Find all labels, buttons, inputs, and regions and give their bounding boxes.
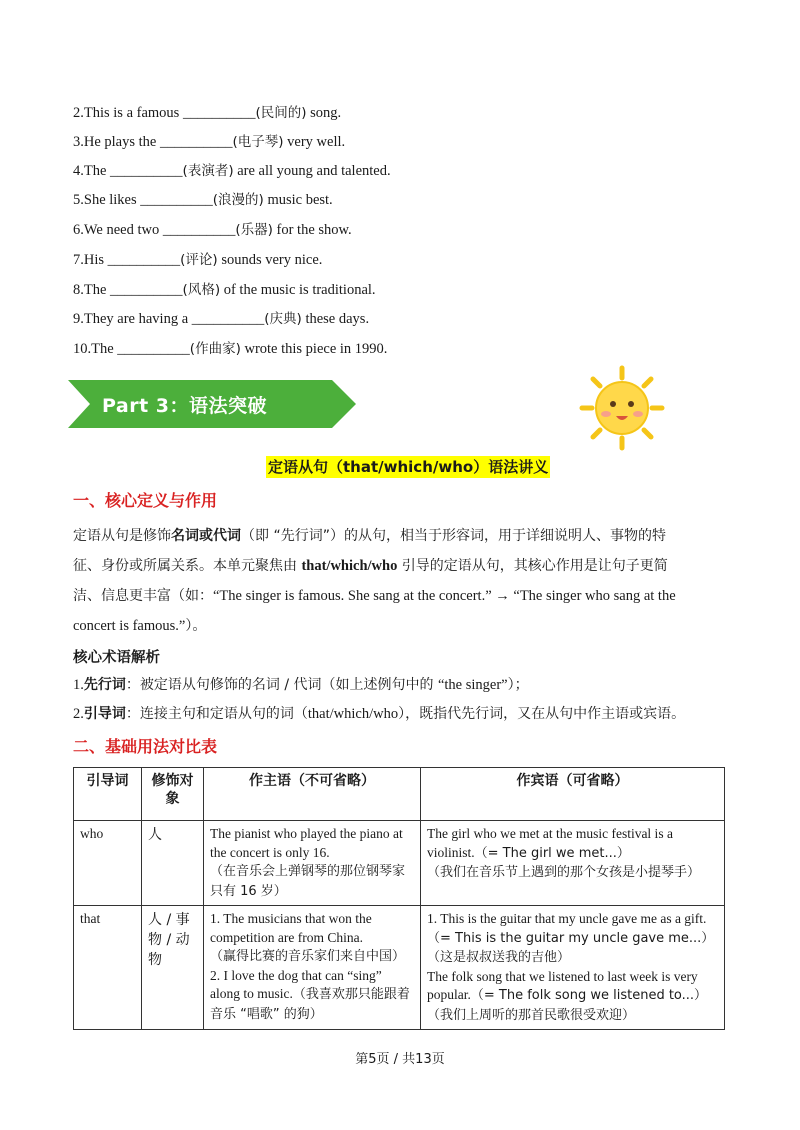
exercise-item: 6.We need two __________(乐器) for the show. [73,222,352,238]
page-number: 第5页 / 共13页 [355,1052,445,1067]
relative-word-cell: that [74,906,142,1030]
table-row [74,821,725,906]
exercise-item: 3.He plays the __________(电子琴) very well. [73,134,346,150]
object-example-cell: The girl who we met at the music festival is a violinist.（= The girl we met...） （我们在音乐节上遇到的那个女孩是小提琴手） [421,821,725,906]
exercise-item: 8.The __________(风格) of the music is traditional. [73,282,376,298]
object-example-cell: 1. This is the guitar that my uncle gave me as a gift.（= This is the guitar my uncle gave me...） （这是叔叔送我的吉他） The folk song that we listened to last week is very popular.（= The folk song we listened to...）（我们上周听的那首民歌很受欢迎） [421,906,725,1030]
exercise-item: 4.The __________(表演者) are all young and talented. [73,163,391,179]
header-cell: 作主语（不可省略） [204,768,421,821]
usage-comparison-table [73,767,725,1030]
header-cell: 作宾语（可省略） [421,768,725,821]
term-definition: 1.先行词：被定语从句修饰的名词 / 代词（如上述例句中的 “the singer”）； [73,677,529,693]
section-heading-definition: 一、核心定义与作用 [73,491,218,510]
exercise-item: 2.This is a famous __________(民间的) song. [73,105,342,121]
paragraph-line: 洁、信息更丰富（如：“The singer is famous. She sang at the concert.” → “The singer who sang at the [73,588,676,604]
table-row [74,906,725,1030]
paragraph-line: concert is famous.”）。 [73,618,207,634]
terms-heading: 核心术语解析 [73,650,160,666]
lecture-title: 定语从句（that/which/who）语法讲义 [268,458,549,476]
exercise-item: 10.The __________(作曲家) wrote this piece in 1990. [73,341,388,357]
header-cell: 引导词 [74,768,142,821]
relative-word-cell: who [74,821,142,906]
paragraph-line: 征、身份或所属关系。本单元聚焦由 that/which/who 引导的定语从句，其核心作用是让句子更简 [73,558,668,574]
exercise-item: 9.They are having a __________(庆典) these days. [73,311,370,327]
part-banner [68,380,356,428]
header-cell: 修饰对象 [142,768,204,821]
paragraph-line: 定语从句是修饰名词或代词（即 “先行词”）的从句，相当于形容词，用于详细说明人、事物的特 [73,528,666,544]
modified-object-cell: 人 [142,821,204,906]
exercise-item: 7.His __________(评论) sounds very nice. [73,252,323,268]
modified-object-cell: 人 / 事物 / 动物 [142,906,204,1030]
exercise-item: 5.She likes __________(浪漫的) music best. [73,192,333,208]
sun-icon [576,364,668,452]
subject-example-cell: The pianist who played the piano at the concert is only 16. （在音乐会上弹钢琴的那位钢琴家只有 16 岁） [204,821,421,906]
term-definition: 2.引导词：连接主句和定语从句的词（that/which/who），既指代先行词，又在从句中作主语或宾语。 [73,706,686,722]
section-heading-comparison: 二、基础用法对比表 [73,737,218,756]
subject-example-cell: 1. The musicians that won the competition are from China. （赢得比赛的音乐家们来自中国） 2. I love the dog that can “sing” along to music.（我喜欢那只能跟着音乐 “唱歌” 的狗） [204,906,421,1030]
banner-title: Part 3：语法突破 [102,395,268,417]
table-header-row [74,768,725,821]
